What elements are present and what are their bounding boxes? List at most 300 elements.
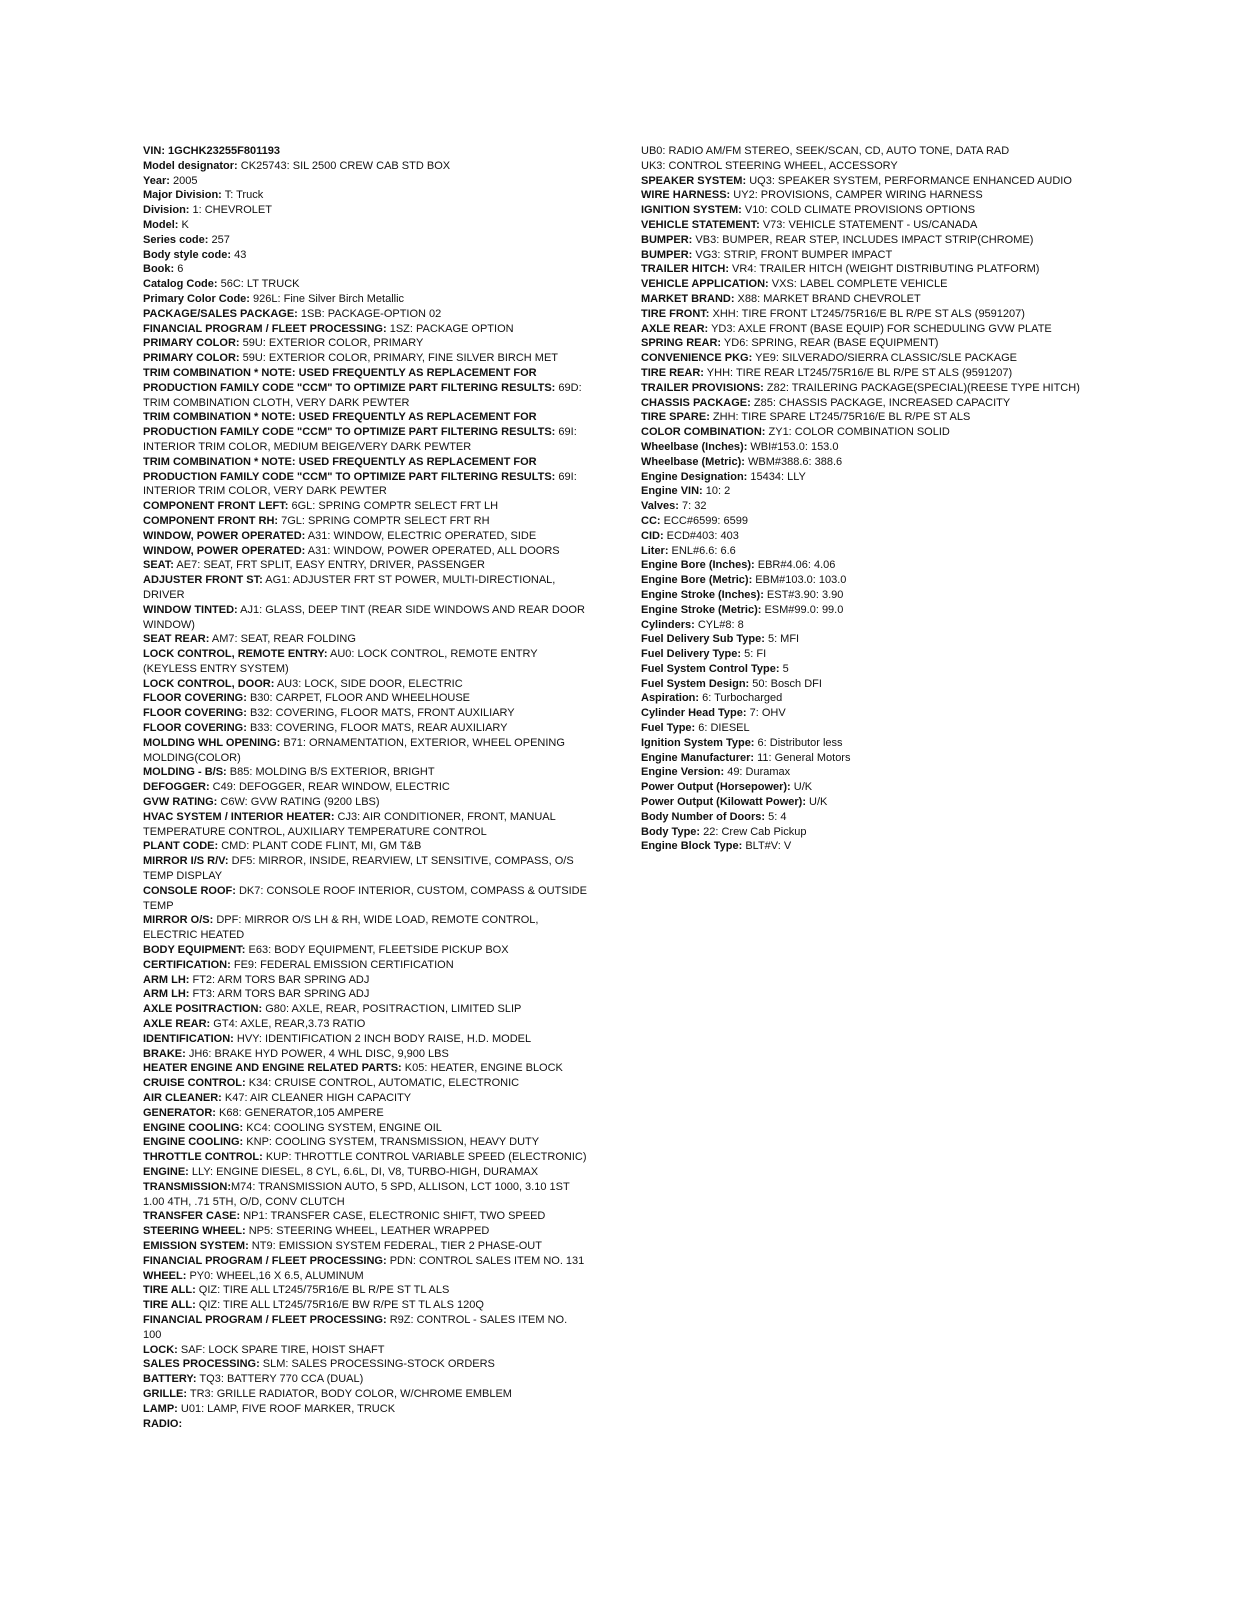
spec-value: T: Truck <box>221 189 264 202</box>
spec-label: Engine Designation: <box>641 470 748 483</box>
spec-label: Series code: <box>143 233 209 246</box>
spec-entry <box>143 233 588 248</box>
left-column <box>143 144 588 1431</box>
spec-entry <box>143 1357 588 1372</box>
spec-entry <box>641 603 1081 618</box>
spec-label: COMPONENT FRONT RH: <box>143 514 279 527</box>
spec-entry <box>143 810 588 840</box>
spec-label: ADJUSTER FRONT ST: <box>143 574 263 587</box>
spec-value: ZY1: COLOR COMBINATION SOLID <box>765 426 950 439</box>
spec-label: MOLDING WHL OPENING: <box>143 736 281 749</box>
spec-value: 59U: EXTERIOR COLOR, PRIMARY <box>239 337 424 350</box>
spec-value: UY2: PROVISIONS, CAMPER WIRING HARNESS <box>730 189 983 202</box>
spec-entry <box>143 1402 588 1417</box>
spec-value: CJ3: AIR CONDITIONER, FRONT, MANUAL TEMPERATURE CONTROL, AUXILIARY TEMPERATURE CONTROL <box>143 810 556 838</box>
spec-value: C6W: GVW RATING (9200 LBS) <box>217 796 380 809</box>
spec-label: GRILLE: <box>143 1387 187 1400</box>
spec-entry <box>143 1224 588 1239</box>
spec-entry <box>641 351 1081 366</box>
spec-label: IGNITION SYSTEM: <box>641 204 742 217</box>
spec-value: ESM#99.0: 99.0 <box>761 603 844 616</box>
spec-entry <box>143 203 588 218</box>
right-column <box>641 144 1081 854</box>
spec-entry <box>143 677 588 692</box>
spec-label: Wheelbase (Inches): <box>641 440 748 453</box>
spec-entry <box>143 292 588 307</box>
spec-label: Engine Stroke (Inches): <box>641 588 764 601</box>
spec-value: V73: VEHICLE STATEMENT - US/CANADA <box>759 218 978 231</box>
spec-value: 7: OHV <box>746 707 786 720</box>
spec-value: 15434: LLY <box>747 470 806 483</box>
spec-entry <box>641 736 1081 751</box>
spec-entry <box>143 1180 588 1210</box>
spec-entry <box>641 529 1081 544</box>
spec-entry <box>143 366 588 410</box>
spec-label: AXLE REAR: <box>641 322 709 335</box>
spec-label: MARKET BRAND: <box>641 292 735 305</box>
spec-label: Model: <box>143 218 179 231</box>
spec-value: TQ3: BATTERY 770 CCA (DUAL) <box>196 1373 364 1386</box>
spec-label: Engine Manufacturer: <box>641 751 755 764</box>
spec-label: WINDOW, POWER OPERATED: <box>143 529 306 542</box>
spec-entry <box>143 1106 588 1121</box>
spec-entry <box>143 218 588 233</box>
spec-label: TRAILER HITCH: <box>641 263 729 276</box>
spec-label: Cylinder Head Type: <box>641 707 747 720</box>
spec-value: 69I: INTERIOR TRIM COLOR, MEDIUM BEIGE/VERY DARK PEWTER <box>143 426 577 453</box>
spec-label: TRIM COMBINATION * NOTE: USED FREQUENTLY AS REPLACEMENT FOR PRODUCTION FAMILY CODE "CCM" TO OPTIMIZE PART FILTERING RESULTS: <box>143 411 556 439</box>
spec-label: BODY EQUIPMENT: <box>143 944 246 957</box>
spec-label: ENGINE COOLING: <box>143 1136 244 1149</box>
spec-entry <box>143 499 588 514</box>
spec-value: KUP: THROTTLE CONTROL VARIABLE SPEED (ELECTRONIC) <box>262 1151 587 1164</box>
spec-label: LOCK CONTROL, DOOR: <box>143 677 275 690</box>
spec-label: TRANSMISSION: <box>143 1180 231 1193</box>
spec-value: 43 <box>231 248 247 261</box>
spec-value: SLM: SALES PROCESSING-STOCK ORDERS <box>259 1358 495 1371</box>
spec-entry <box>143 1150 588 1165</box>
spec-label: TIRE ALL: <box>143 1284 196 1297</box>
spec-label: SPEAKER SYSTEM: <box>641 174 747 187</box>
spec-value: 926L: Fine Silver Birch Metallic <box>249 292 405 305</box>
spec-label: WHEEL: <box>143 1269 187 1282</box>
spec-value: V10: COLD CLIMATE PROVISIONS OPTIONS <box>741 204 976 217</box>
spec-entry <box>641 174 1081 189</box>
spec-label: Major Division: <box>143 189 222 202</box>
spec-label: Valves: <box>641 500 679 513</box>
spec-entry <box>641 499 1081 514</box>
spec-label: Engine VIN: <box>641 485 703 498</box>
spec-value: U/K <box>806 796 828 809</box>
spec-label: Power Output (Horsepower): <box>641 781 791 794</box>
spec-label: CC: <box>641 514 661 527</box>
spec-label: Book: <box>143 263 175 276</box>
spec-value: AU3: LOCK, SIDE DOOR, ELECTRIC <box>274 677 463 690</box>
spec-value: LLY: ENGINE DIESEL, 8 CYL, 6.6L, DI, V8, TURBO-HIGH, DURAMAX <box>188 1165 539 1178</box>
spec-value: M74: TRANSMISSION AUTO, 5 SPD, ALLISON, LCT 1000, 3.10 1ST 1.00 4TH, .71 5TH, O/D, CONV CLUTCH <box>143 1180 570 1208</box>
spec-label: ARM LH: <box>143 973 190 986</box>
spec-entry <box>143 1343 588 1358</box>
spec-entry <box>641 691 1081 706</box>
spec-value: 5 <box>779 662 789 675</box>
spec-entry <box>641 218 1081 233</box>
spec-entry <box>641 825 1081 840</box>
spec-entry <box>641 203 1081 218</box>
spec-label: LAMP: <box>143 1402 178 1415</box>
spec-value: GT4: AXLE, REAR,3.73 RATIO <box>210 1018 366 1031</box>
spec-value: 10: 2 <box>702 485 731 498</box>
spec-entry <box>641 632 1081 647</box>
spec-value: VB3: BUMPER, REAR STEP, INCLUDES IMPACT STRIP(CHROME) <box>692 233 1034 246</box>
spec-label: ENGINE COOLING: <box>143 1121 244 1134</box>
spec-entry <box>143 1061 588 1076</box>
spec-label: Ignition System Type: <box>641 736 755 749</box>
spec-label: SEAT: <box>143 559 174 572</box>
spec-value: B32: COVERING, FLOOR MATS, FRONT AUXILIARY <box>246 707 515 720</box>
spec-value: HVY: IDENTIFICATION 2 INCH BODY RAISE, H.D. MODEL <box>233 1032 532 1045</box>
spec-label: CERTIFICATION: <box>143 958 231 971</box>
spec-label: WINDOW TINTED: <box>143 603 238 616</box>
spec-value: YE9: SILVERADO/SIERRA CLASSIC/SLE PACKAGE <box>752 352 1017 365</box>
spec-entry <box>143 1387 588 1402</box>
spec-entry <box>641 751 1081 766</box>
spec-entry <box>143 1002 588 1017</box>
spec-value: Z85: CHASSIS PACKAGE, INCREASED CAPACITY <box>750 396 1011 409</box>
spec-label: LOCK: <box>143 1343 178 1356</box>
spec-entry <box>641 425 1081 440</box>
spec-label: AXLE POSITRACTION: <box>143 1003 263 1016</box>
spec-entry <box>143 544 588 559</box>
spec-entry <box>143 1017 588 1032</box>
spec-value: B85: MOLDING B/S EXTERIOR, BRIGHT <box>226 766 435 779</box>
spec-entry <box>641 248 1081 263</box>
spec-value: NP5: STEERING WHEEL, LEATHER WRAPPED <box>245 1225 490 1238</box>
spec-label: Engine Stroke (Metric): <box>641 603 762 616</box>
spec-entry <box>143 262 588 277</box>
spec-entry <box>641 455 1081 470</box>
spec-entry <box>143 336 588 351</box>
spec-label: VEHICLE STATEMENT: <box>641 218 760 231</box>
spec-entry <box>641 795 1081 810</box>
spec-value: VG3: STRIP, FRONT BUMPER IMPACT <box>692 248 893 261</box>
spec-label: AXLE REAR: <box>143 1018 211 1031</box>
spec-label: STEERING WHEEL: <box>143 1225 246 1238</box>
spec-label: TRAILER PROVISIONS: <box>641 381 764 394</box>
spec-entry <box>641 484 1081 499</box>
spec-label: BATTERY: <box>143 1373 197 1386</box>
spec-entry <box>641 662 1081 677</box>
spec-value: 1: CHEVROLET <box>189 204 272 217</box>
spec-entry <box>641 188 1081 203</box>
spec-value: 7: 32 <box>678 500 707 513</box>
spec-entry <box>143 647 588 677</box>
spec-value: K05: HEATER, ENGINE BLOCK <box>401 1062 563 1075</box>
spec-entry <box>641 292 1081 307</box>
spec-entry <box>143 765 588 780</box>
spec-label: Engine Bore (Metric): <box>641 574 753 587</box>
spec-value: 6 <box>174 263 184 276</box>
spec-value: Z82: TRAILERING PACKAGE(SPECIAL)(REESE TYPE HITCH) <box>763 381 1080 394</box>
spec-label: SPRING REAR: <box>641 337 722 350</box>
spec-entry <box>641 544 1081 559</box>
spec-label: VEHICLE APPLICATION: <box>641 278 769 291</box>
spec-entry <box>143 1417 588 1432</box>
spec-label: Model designator: <box>143 159 238 172</box>
spec-value: AJ1: GLASS, DEEP TINT (REAR SIDE WINDOWS AND REAR DOOR WINDOW) <box>143 603 585 631</box>
spec-value: KNP: COOLING SYSTEM, TRANSMISSION, HEAVY DUTY <box>243 1136 540 1149</box>
spec-value: EBR#4.06: 4.06 <box>754 559 836 572</box>
spec-value: CYL#8: 8 <box>694 618 744 631</box>
spec-entry <box>143 144 588 159</box>
spec-entry <box>143 839 588 854</box>
spec-value: CMD: PLANT CODE FLINT, MI, GM T&B <box>218 840 422 853</box>
spec-value: R9Z: CONTROL - SALES ITEM NO. 100 <box>143 1313 568 1341</box>
spec-value: DK7: CONSOLE ROOF INTERIOR, CUSTOM, COMPASS & OUTSIDE TEMP <box>143 884 587 912</box>
spec-label: FINANCIAL PROGRAM / FLEET PROCESSING: <box>143 1313 387 1326</box>
spec-value: 6: DIESEL <box>695 722 750 735</box>
spec-label: BUMPER: <box>641 233 693 246</box>
spec-entry <box>143 1209 588 1224</box>
spec-value: K34: CRUISE CONTROL, AUTOMATIC, ELECTRONIC <box>245 1077 520 1090</box>
spec-entry <box>143 736 588 766</box>
spec-value: 1SB: PACKAGE-OPTION 02 <box>297 307 442 320</box>
spec-entry <box>143 795 588 810</box>
spec-value: WBI#153.0: 153.0 <box>747 440 839 453</box>
spec-label: CHASSIS PACKAGE: <box>641 396 751 409</box>
spec-entry <box>143 1047 588 1062</box>
spec-entry <box>143 1283 588 1298</box>
spec-value: FT2: ARM TORS BAR SPRING ADJ <box>189 973 370 986</box>
spec-label: CRUISE CONTROL: <box>143 1077 246 1090</box>
spec-label: CID: <box>641 529 664 542</box>
spec-label: FINANCIAL PROGRAM / FLEET PROCESSING: <box>143 1254 387 1267</box>
spec-value: FE9: FEDERAL EMISSION CERTIFICATION <box>230 958 454 971</box>
spec-value: YD3: AXLE FRONT (BASE EQUIP) FOR SCHEDULING GVW PLATE <box>708 322 1052 335</box>
spec-value: 49: Duramax <box>724 766 791 779</box>
spec-label: TIRE REAR: <box>641 366 704 379</box>
spec-entry <box>641 618 1081 633</box>
spec-label: SALES PROCESSING: <box>143 1358 260 1371</box>
spec-value: K68: GENERATOR,105 AMPERE <box>215 1106 384 1119</box>
spec-value: 1SZ: PACKAGE OPTION <box>386 322 514 335</box>
spec-entry <box>143 1254 588 1269</box>
spec-label: GVW RATING: <box>143 796 218 809</box>
spec-value: TR3: GRILLE RADIATOR, BODY COLOR, W/CHROME EMBLEM <box>187 1387 512 1400</box>
spec-label: FLOOR COVERING: <box>143 707 247 720</box>
spec-label: AIR CLEANER: <box>143 1092 222 1104</box>
spec-value: KC4: COOLING SYSTEM, ENGINE OIL <box>243 1121 442 1134</box>
spec-value: X88: MARKET BRAND CHEVROLET <box>734 292 921 305</box>
spec-entry <box>641 322 1081 337</box>
spec-value: AM7: SEAT, REAR FOLDING <box>209 633 356 646</box>
spec-value: 5: MFI <box>764 633 800 646</box>
spec-entry <box>143 188 588 203</box>
spec-label: TIRE ALL: <box>143 1299 196 1312</box>
spec-label: ENGINE: <box>143 1165 189 1178</box>
spec-value: 69I: INTERIOR TRIM COLOR, VERY DARK PEWTER <box>143 470 577 498</box>
spec-label: Engine Block Type: <box>641 840 743 853</box>
spec-label: VIN: 1GCHK23255F801193 <box>143 145 280 157</box>
spec-label: Wheelbase (Metric): <box>641 455 745 468</box>
spec-label: PLANT CODE: <box>143 840 219 853</box>
spec-entry <box>641 336 1081 351</box>
spec-value: AE7: SEAT, FRT SPLIT, EASY ENTRY, DRIVER, PASSENGER <box>173 559 485 572</box>
spec-label: Aspiration: <box>641 692 700 705</box>
spec-value: ECD#403: 403 <box>663 529 739 542</box>
spec-label: Fuel System Design: <box>641 677 750 690</box>
spec-value: U01: LAMP, FIVE ROOF MARKER, TRUCK <box>177 1402 396 1415</box>
spec-value: 22: Crew Cab Pickup <box>700 825 807 838</box>
spec-value: A31: WINDOW, POWER OPERATED, ALL DOORS <box>305 544 560 557</box>
spec-entry <box>143 973 588 988</box>
spec-label: TRIM COMBINATION * NOTE: USED FREQUENTLY AS REPLACEMENT FOR PRODUCTION FAMILY CODE "CCM" TO OPTIMIZE PART FILTERING RESULTS: <box>143 455 556 483</box>
spec-value: QIZ: TIRE ALL LT245/75R16/E BW R/PE ST TL ALS 120Q <box>195 1299 484 1312</box>
spec-entry <box>143 159 588 174</box>
spec-label: PRIMARY COLOR: <box>143 337 240 350</box>
spec-label: MIRROR I/S R/V: <box>143 855 229 868</box>
spec-value: 2005 <box>169 174 198 187</box>
spec-label: Engine Version: <box>641 766 725 779</box>
spec-value: K47: AIR CLEANER HIGH CAPACITY <box>221 1092 412 1104</box>
spec-value: B33: COVERING, FLOOR MATS, REAR AUXILIARY <box>246 722 508 735</box>
spec-value: E63: BODY EQUIPMENT, FLEETSIDE PICKUP BOX <box>245 944 509 957</box>
spec-label: Fuel Delivery Sub Type: <box>641 633 765 646</box>
spec-value: 69D: TRIM COMBINATION CLOTH, VERY DARK PEWTER <box>143 381 582 409</box>
spec-entry <box>143 174 588 189</box>
spec-entry <box>143 1076 588 1091</box>
spec-entry <box>143 958 588 973</box>
spec-entry <box>143 721 588 736</box>
spec-entry <box>143 248 588 263</box>
spec-entry <box>143 351 588 366</box>
spec-label: Engine Bore (Inches): <box>641 559 755 572</box>
spec-label: WINDOW, POWER OPERATED: <box>143 544 306 557</box>
spec-value: AG1: ADJUSTER FRT ST POWER, MULTI-DIRECTIONAL, DRIVER <box>143 574 556 601</box>
spec-value: FT3: ARM TORS BAR SPRING ADJ <box>189 988 370 1001</box>
spec-label: LOCK CONTROL, REMOTE ENTRY: <box>143 648 328 661</box>
spec-label: IDENTIFICATION: <box>143 1032 234 1045</box>
spec-entry <box>143 307 588 322</box>
spec-value: G80: AXLE, REAR, POSITRACTION, LIMITED SLIP <box>262 1003 522 1016</box>
spec-label: BUMPER: <box>641 248 693 261</box>
spec-value: DPF: MIRROR O/S LH & RH, WIDE LOAD, REMOTE CONTROL, ELECTRIC HEATED <box>143 914 539 942</box>
spec-entry <box>143 1269 588 1284</box>
spec-label: COMPONENT FRONT LEFT: <box>143 500 289 513</box>
spec-entry <box>143 573 588 603</box>
spec-entry <box>143 987 588 1002</box>
spec-label: Power Output (Kilowatt Power): <box>641 796 806 809</box>
spec-label: MOLDING - B/S: <box>143 766 227 779</box>
spec-value: A31: WINDOW, ELECTRIC OPERATED, SIDE <box>305 529 537 542</box>
spec-value: YHH: TIRE REAR LT245/75R16/E BL R/PE ST ALS (9591207) <box>703 366 1013 379</box>
spec-value: B30: CARPET, FLOOR AND WHEELHOUSE <box>246 692 471 705</box>
spec-entry <box>641 277 1081 292</box>
spec-label: THROTTLE CONTROL: <box>143 1151 263 1164</box>
spec-value: UK3: CONTROL STEERING WHEEL, ACCESSORY <box>641 159 898 172</box>
spec-entry <box>143 410 588 454</box>
spec-value: 6: Distributor less <box>754 736 843 749</box>
spec-label: FLOOR COVERING: <box>143 692 247 705</box>
spec-value: NP1: TRANSFER CASE, ELECTRONIC SHIFT, TWO SPEED <box>240 1210 546 1223</box>
spec-value: ZHH: TIRE SPARE LT245/75R16/E BL R/PE ST ALS <box>709 411 971 424</box>
spec-label: Body style code: <box>143 248 232 261</box>
spec-entry <box>641 144 1081 159</box>
spec-label: Fuel Type: <box>641 722 696 735</box>
spec-label: Year: <box>143 174 170 187</box>
spec-entry <box>143 854 588 884</box>
spec-entry <box>641 410 1081 425</box>
spec-entry <box>641 381 1081 396</box>
spec-entry <box>641 721 1081 736</box>
spec-label: TRIM COMBINATION * NOTE: USED FREQUENTLY AS REPLACEMENT FOR PRODUCTION FAMILY CODE "CCM" TO OPTIMIZE PART FILTERING RESULTS: <box>143 366 556 394</box>
spec-value: SAF: LOCK SPARE TIRE, HOIST SHAFT <box>177 1343 385 1356</box>
spec-value: 5: FI <box>741 648 767 661</box>
spec-label: Body Number of Doors: <box>641 810 766 823</box>
spec-entry <box>641 514 1081 529</box>
spec-entry <box>641 440 1081 455</box>
spec-label: Fuel System Control Type: <box>641 662 780 675</box>
spec-value: UQ3: SPEAKER SYSTEM, PERFORMANCE ENHANCED AUDIO <box>746 174 1072 187</box>
spec-value: 50: Bosch DFI <box>749 677 822 690</box>
spec-value: CK25743: SIL 2500 CREW CAB STD BOX <box>237 159 451 172</box>
spec-label: Liter: <box>641 544 669 557</box>
spec-entry <box>143 943 588 958</box>
spec-entry <box>143 558 588 573</box>
spec-value: VR4: TRAILER HITCH (WEIGHT DISTRIBUTING PLATFORM) <box>729 263 1040 276</box>
spec-value: NT9: EMISSION SYSTEM FEDERAL, TIER 2 PHASE-OUT <box>248 1239 542 1252</box>
spec-entry <box>143 1032 588 1047</box>
spec-value: ECC#6599: 6599 <box>660 514 749 527</box>
spec-entry <box>641 558 1081 573</box>
spec-value: BLT#V: V <box>742 840 792 853</box>
spec-entry <box>641 307 1081 322</box>
spec-entry <box>143 691 588 706</box>
spec-entry <box>143 514 588 529</box>
spec-entry <box>143 1298 588 1313</box>
spec-entry <box>143 1239 588 1254</box>
spec-label: SEAT REAR: <box>143 633 210 646</box>
spec-label: CONSOLE ROOF: <box>143 884 236 897</box>
spec-entry <box>641 159 1081 174</box>
spec-value: 11: General Motors <box>754 751 851 764</box>
spec-label: FINANCIAL PROGRAM / FLEET PROCESSING: <box>143 322 387 335</box>
spec-value: PY0: WHEEL,16 X 6.5, ALUMINUM <box>186 1269 364 1282</box>
spec-value: 59U: EXTERIOR COLOR, PRIMARY, FINE SILVER BIRCH MET <box>239 352 559 365</box>
spec-label: Cylinders: <box>641 618 695 631</box>
spec-entry <box>143 1372 588 1387</box>
spec-entry <box>143 322 588 337</box>
spec-label: CONVENIENCE PKG: <box>641 352 753 365</box>
spec-label: TRANSFER CASE: <box>143 1210 241 1223</box>
spec-entry <box>143 780 588 795</box>
spec-entry <box>641 233 1081 248</box>
spec-label: PRIMARY COLOR: <box>143 352 240 365</box>
spec-label: HVAC SYSTEM / INTERIOR HEATER: <box>143 810 335 823</box>
spec-label: BRAKE: <box>143 1047 186 1060</box>
spec-label: TIRE SPARE: <box>641 411 710 424</box>
spec-value: K <box>178 218 189 231</box>
spec-label: Division: <box>143 204 190 217</box>
spec-entry <box>143 632 588 647</box>
spec-value: PDN: CONTROL SALES ITEM NO. 131 <box>386 1254 585 1267</box>
spec-entry <box>641 588 1081 603</box>
spec-label: MIRROR O/S: <box>143 914 214 927</box>
spec-value: EST#3.90: 3.90 <box>763 588 844 601</box>
spec-entry <box>143 884 588 914</box>
spec-label: Primary Color Code: <box>143 292 250 305</box>
spec-entry <box>641 262 1081 277</box>
spec-label: ARM LH: <box>143 988 190 1001</box>
